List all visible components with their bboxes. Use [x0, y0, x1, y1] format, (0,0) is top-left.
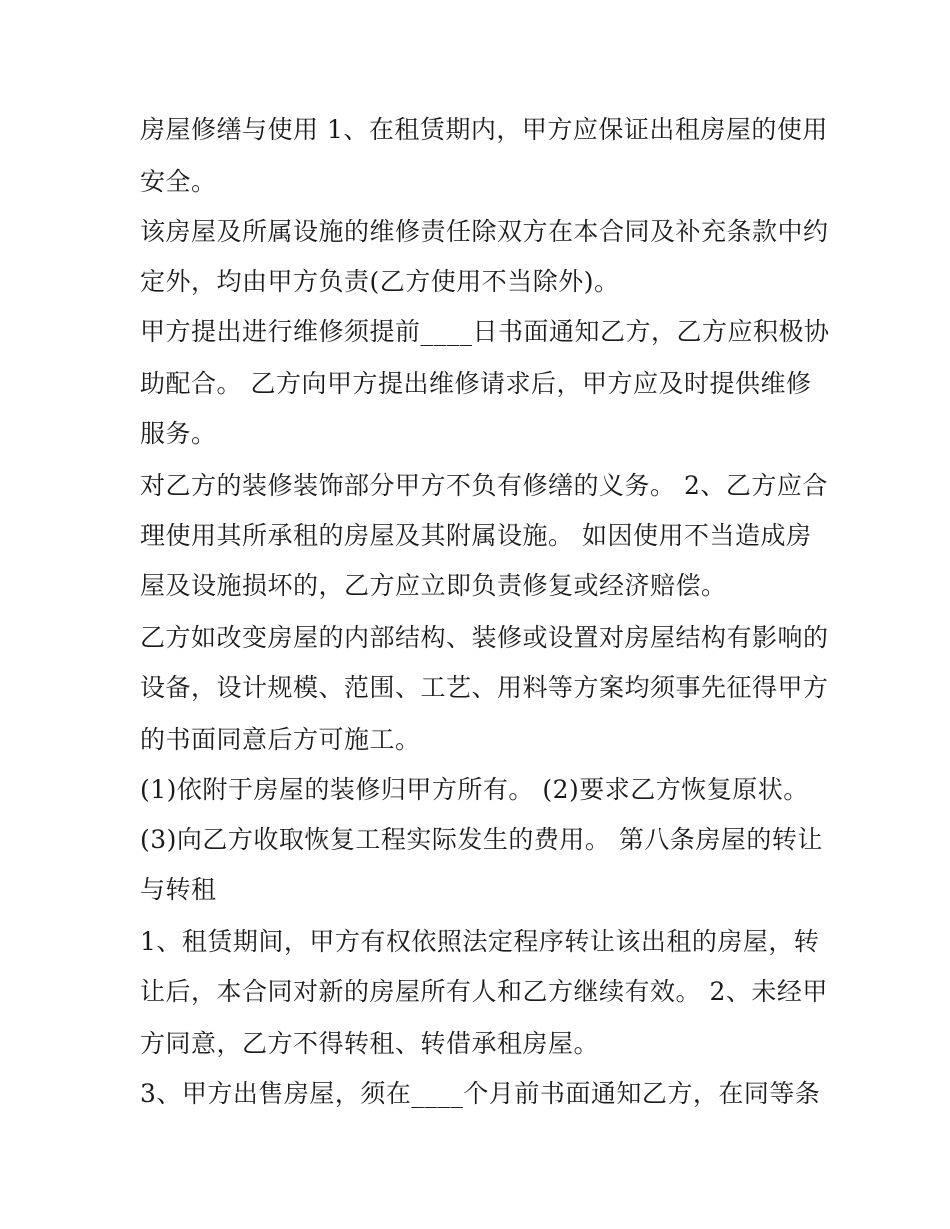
text-line: 乙方如改变房屋的内部结构、装修或设置对房屋结构有影响的 — [140, 623, 829, 652]
text-line: 屋及设施损坏的，乙方应立即负责修复或经济赔偿。 — [140, 571, 727, 600]
text-line: 1、租赁期间，甲方有权依照法定程序转让该出租的房屋，转 — [140, 927, 820, 956]
text-line: 设备，设计规模、范围、工艺、用料等方案均须事先征得甲方 — [140, 673, 829, 702]
text-line: 服务。 — [140, 419, 217, 448]
text-line: 让后，本合同对新的房屋所有人和乙方继续有效。 2、未经甲 — [140, 977, 828, 1006]
text-line: 对乙方的装修装饰部分甲方不负有修缮的义务。 2、乙方应合 — [140, 471, 828, 500]
text-line: 的书面同意后方可施工。 — [140, 725, 421, 754]
text-line: 安全。 — [140, 167, 217, 196]
text-line: 房屋修缮与使用 1、在租赁期内，甲方应保证出租房屋的使用 — [140, 115, 828, 144]
text-line: (1)依附于房屋的装修归甲方所有。 (2)要求乙方恢复原状。 — [140, 775, 809, 804]
text-line: 甲方提出进行维修须提前____日书面通知乙方，乙方应积极协 — [140, 317, 830, 346]
text-line: 方同意，乙方不得转租、转借承租房屋。 — [140, 1029, 600, 1058]
text-line: 该房屋及所属设施的维修责任除双方在本合同及补充条款中约 — [140, 217, 829, 246]
text-line: 3、甲方出售房屋，须在____个月前书面通知乙方，在同等条 — [140, 1079, 821, 1108]
text-line: 与转租 — [140, 875, 217, 904]
text-line: 理使用其所承租的房屋及其附属设施。 如因使用不当造成房 — [140, 521, 812, 550]
text-line: 定外，均由甲方负责(乙方使用不当除外)。 — [140, 267, 620, 296]
text-line: (3)向乙方收取恢复工程实际发生的费用。 第八条房屋的转让 — [140, 825, 823, 854]
text-line: 助配合。 乙方向甲方提出维修请求后，甲方应及时提供维修 — [140, 369, 812, 398]
